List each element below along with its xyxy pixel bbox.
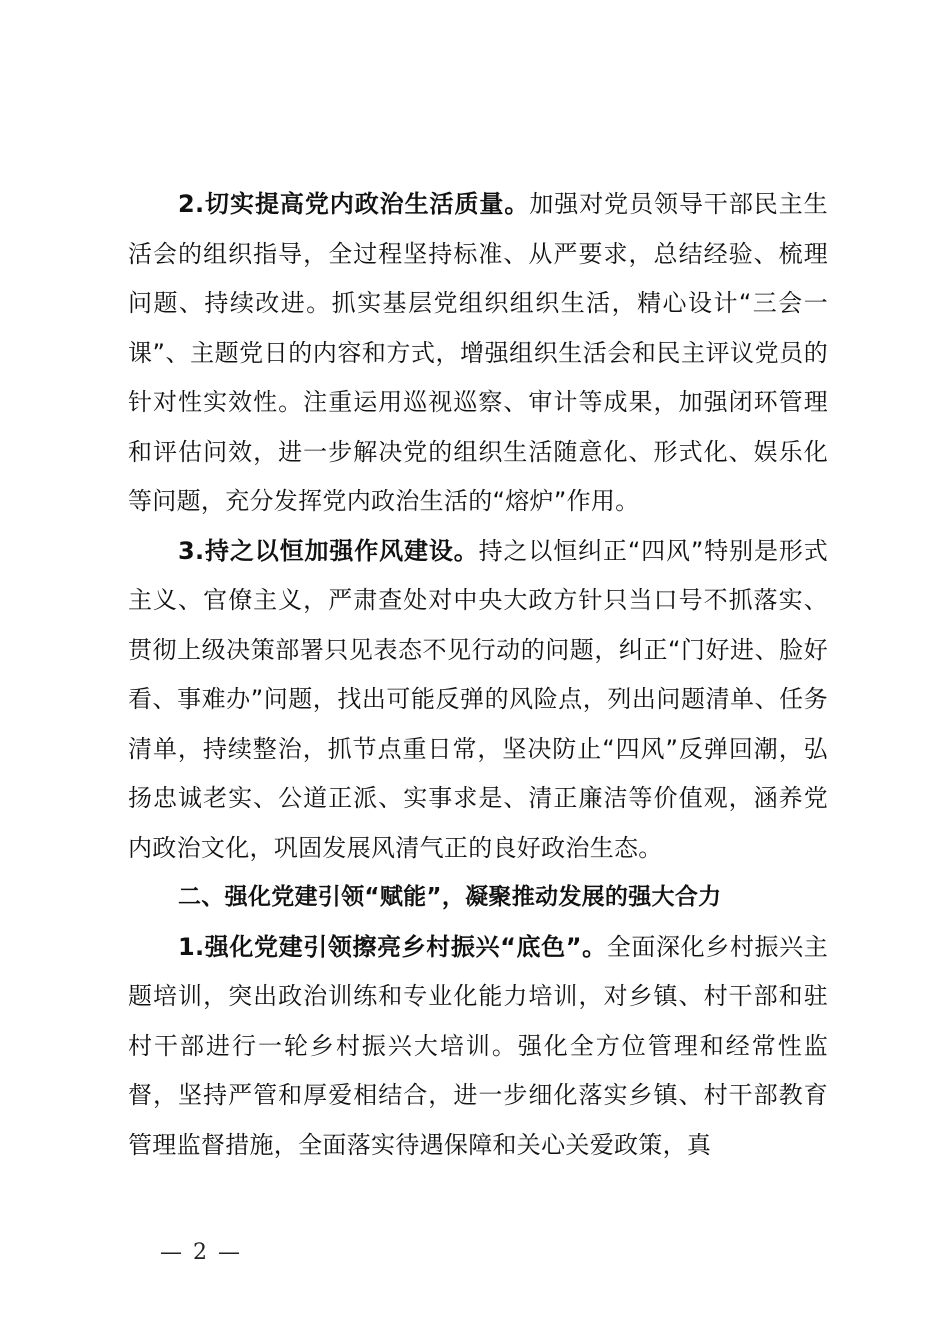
- paragraph-1-text: 加强对党员领导干部民主生活会的组织指导，全过程坚持标准、从严要求，总结经验、梳理问题、持续改进。抓实基层党组织组织生活，精心设计“三会一课”、主题党日的内容和方式，增强组织生活会和民主评议党员的针对性实效性。注重运用巡视巡察、审计等成果，加强闭环管理和评估问效，进一步解决党的组织生活随意化、形式化、娱乐化等问题，充分发挥党内政治生活的“熔炉”作用。: [128, 190, 828, 515]
- paragraph-3: [128, 923, 828, 1171]
- paragraph-2-text: 持之以恒纠正“四风”特别是形式主义、官僚主义，严肃查处对中央大政方针只当口号不抓落实、贯彻上级决策部署只见表态不见行动的问题，纠正“门好进、脸好看、事难办”问题，找出可能反弹的风险点，列出问题清单、任务清单，持续整治，抓节点重日常，坚决防止“四风”反弹回潮，弘扬忠诚老实、公道正派、实事求是、清正廉洁等价值观，涵养党内政治文化，巩固发展风清气正的良好政治生态。: [128, 536, 829, 862]
- paragraph-2: [128, 527, 828, 874]
- document-body: [128, 180, 828, 1170]
- paragraph-1-lead: 2.切实提高党内政治生活质量。: [178, 190, 530, 218]
- paragraph-3-text: 全面深化乡村振兴主题培训，突出政治训练和专业化能力培训，对乡镇、村干部和驻村干部进行一轮乡村振兴大培训。强化全方位管理和经常性监督，坚持严管和厚爱相结合，进一步细化落实乡镇、村干部教育管理监督措施，全面落实待遇保障和关心关爱政策，真: [128, 932, 828, 1159]
- paragraph-3-lead: 1.强化党建引领擦亮乡村振兴“底色”。: [178, 932, 607, 961]
- page-number: — 2 —: [160, 1240, 242, 1265]
- paragraph-2-lead: 3.持之以恒加强作风建设。: [178, 536, 479, 565]
- section-heading: 二、强化党建引领“赋能”，凝聚推动发展的强大合力: [178, 884, 722, 910]
- paragraph-1: [128, 180, 828, 527]
